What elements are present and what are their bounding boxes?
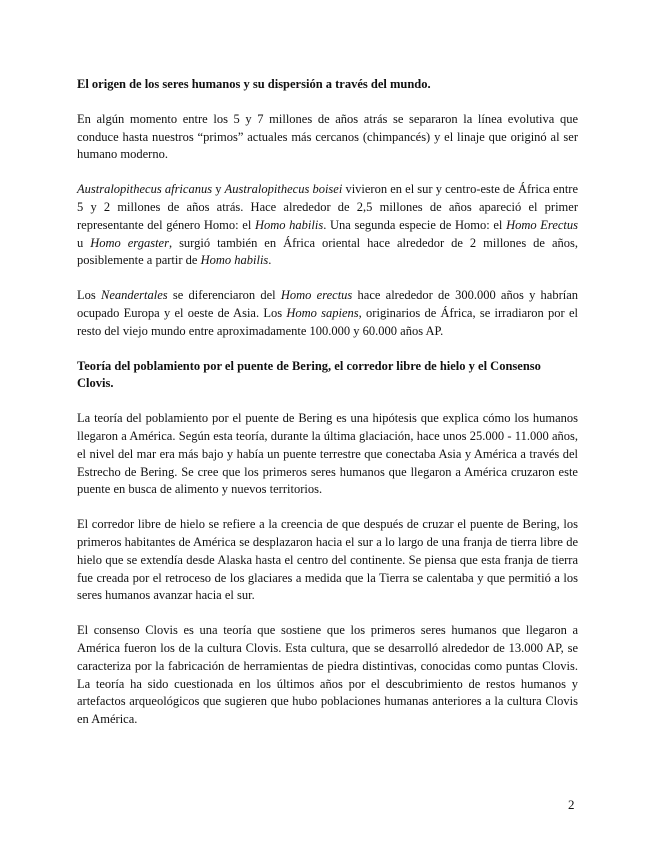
text-run: u (77, 235, 91, 250)
text-run: . Una segunda especie de Homo: el (323, 217, 507, 232)
text-run: hace alrededor de 300.000 años y habrían ocupado Europa y el oeste de Asia. Los (77, 288, 579, 320)
text-run: Los (77, 288, 101, 303)
paragraph-divergence: En algún momento entre los 5 y 7 millones de años atrás se separaron la línea evolutiva que conduce hasta nuestros “primos” actuales más cercanos (chimpancés) y el linaje que originó al ser humano moderno. (77, 111, 578, 162)
section-title-bering: Teoría del poblamiento por el puente de Bering, el corredor libre de hielo y el Consenso Clovis. (77, 358, 541, 391)
text-run: , originarios de África, se irradiaron por el resto del viejo mundo entre aproximadamente 100.000 y 60.000 años AP. (77, 305, 578, 338)
italic-term: Homo sapiens (286, 305, 359, 320)
text-run: vivieron en el sur y centro-este de África entre 5 y 2 millones de años atrás. Hace alrededor de 2,5 millones de años apareció el primer representante del género Homo: el (77, 182, 579, 232)
text-run: , surgió también en África oriental hace alrededor de 2 millones de años, posiblemente a partir de (77, 235, 578, 268)
text-run: y (212, 182, 225, 197)
text-run: . (268, 253, 272, 268)
paragraph-neandertales (77, 287, 578, 340)
paragraph-australopithecus (77, 181, 578, 270)
text-run: se diferenciaron del (167, 288, 281, 303)
italic-term: Australopithecus africanus (77, 182, 213, 197)
paragraph-ice-free-corridor: El corredor libre de hielo se refiere a la creencia de que después de cruzar el puente de Bering, los primeros habitantes de América se desplazaron hacia el sur a lo largo de una franja de tierra libre de hielo que se extendía desde Alaska hasta el centro del continente. Se piensa que esta franja de tierra fue creada por el retroceso de los glaciares a medida que la Tierra se calentaba y que permitió a los seres humanos avanzar hacia el sur. (77, 517, 578, 603)
italic-term: Homo ergaster (90, 235, 169, 250)
italic-term: Neandertales (100, 288, 168, 303)
italic-term: Australopithecus boisei (224, 182, 343, 197)
document-page (77, 76, 578, 746)
italic-term: Homo habilis (254, 217, 324, 232)
paragraph-bering-bridge: La teoría del poblamiento por el puente de Bering es una hipótesis que explica cómo los humanos llegaron a América. Según esta teoría, durante la última glaciación, hace unos 25.000 - 11.000 años, el nivel del mar era más bajo y había un puente terrestre que conectaba Asia y América a través del Estrecho de Bering. Se cree que los primeros seres humanos que llegaron a América cruzaron este puente en busca de alimento y nuevos territorios. (77, 411, 578, 497)
italic-term: Homo Erectus (506, 217, 578, 232)
section-title-origin: El origen de los seres humanos y su dispersión a través del mundo. (77, 77, 431, 91)
italic-term: Homo erectus (280, 288, 353, 303)
paragraph-clovis-consensus: El consenso Clovis es una teoría que sostiene que los primeros seres humanos que llegaron a América fueron los de la cultura Clovis. Esta cultura, que se desarrolló alrededor de 13.000 AP, se caracteriza por la fabricación de herramientas de piedra distintivas, conocidas como puntas Clovis. La teoría ha sido cuestionada en los últimos años por el descubrimiento de restos humanos y artefactos arqueológicos que sugieren que hubo poblaciones humanas anteriores a la cultura Clovis en América. (77, 623, 578, 727)
italic-term: Homo habilis (200, 253, 269, 268)
page-number: 2 (568, 797, 575, 812)
